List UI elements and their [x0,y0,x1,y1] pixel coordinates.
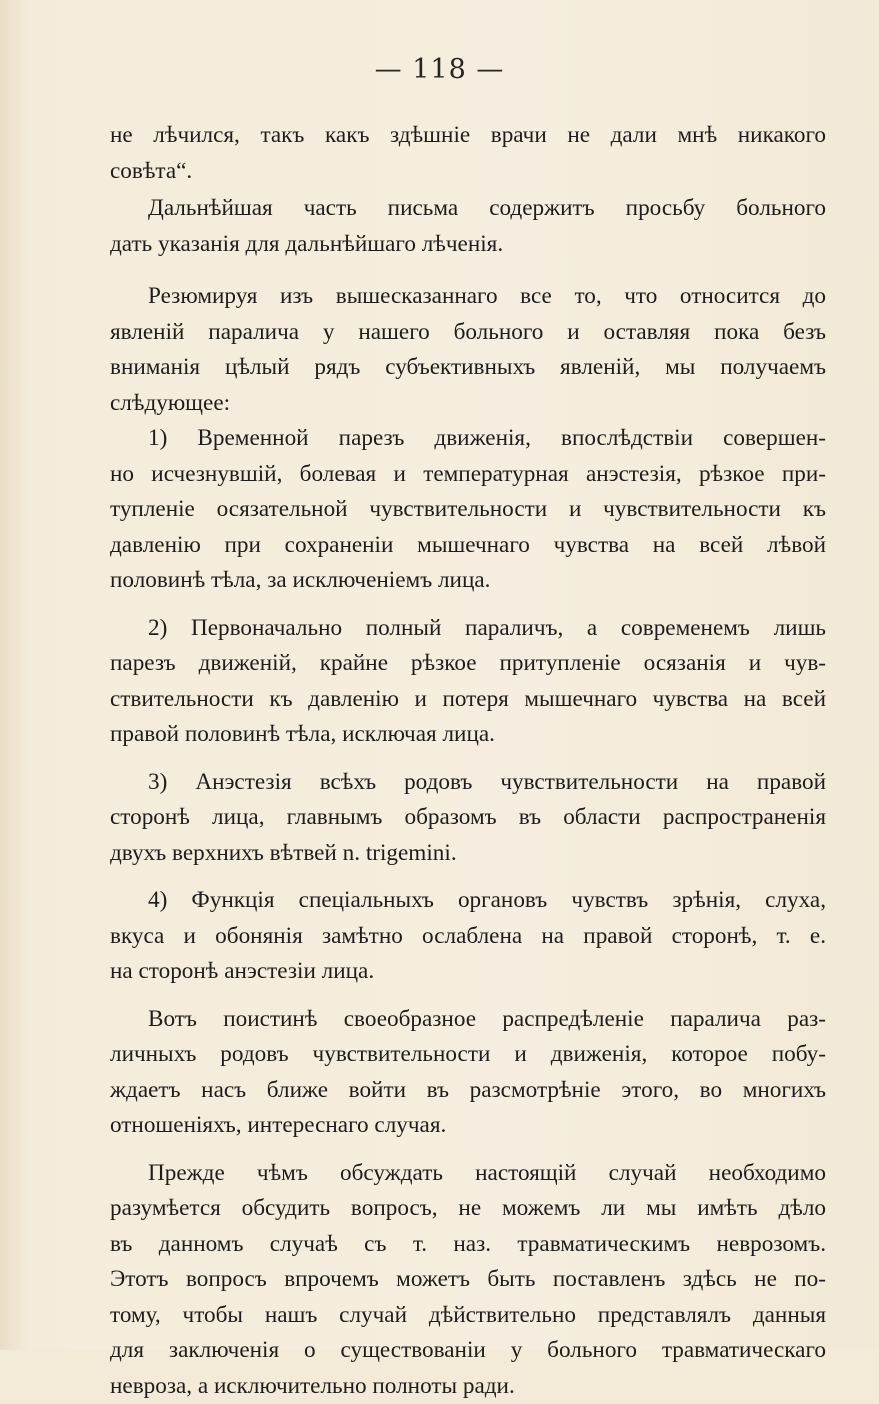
text-line: вкуса и обонянія замѣтно ослаблена на правой сторонѣ, т. е. [110,919,826,955]
text-line: не лѣчился, такъ какъ здѣшніе врачи не дали мнѣ никакого [110,118,826,154]
text-line: невроза, а исключительно полноты ради. [110,1369,826,1404]
text-line: разумѣется обсудить вопросъ, не можемъ ли мы имѣть дѣло [110,1191,826,1227]
text-line: 3) Анэстезія всѣхъ родовъ чувствительности на правой [110,765,826,801]
text-line: совѣта“. [110,154,826,190]
text-line: парезъ движеній, крайне рѣзкое притупленіе осязанія и чув- [110,646,826,682]
text-line: личныхъ родовъ чувствительности и движенія, которое побу- [110,1037,826,1073]
text-line: для заключенія о существованіи у больного травматическаго [110,1333,826,1369]
text-line: Дальнѣйшая часть письма содержитъ просьбу больного [110,191,826,227]
text-line: тому, чтобы нашъ случай дѣйствительно представлялъ данныя [110,1298,826,1334]
text-line: но исчезнувшій, болевая и температурная анэстезія, рѣзкое при- [110,457,826,493]
text-line: правой половинѣ тѣла, исключая лица. [110,717,826,753]
text-line: 1) Временной парезъ движенія, впослѣдствіи совершен- [110,421,826,457]
text-line: слѣдующее: [110,386,826,422]
text-line: дать указанія для дальнѣйшаго лѣченія. [110,227,826,263]
text-line: вниманія цѣлый рядъ субъективныхъ явленій, мы получаемъ [110,350,826,386]
text-line: въ данномъ случаѣ съ т. наз. травматическимъ неврозомъ. [110,1227,826,1263]
text-line: отношеніяхъ, интереснаго случая. [110,1108,826,1144]
text-line: явленій паралича у нашего больного и оставляя пока безъ [110,315,826,351]
text-line: тупленіе осязательной чувствительности и чувствительности къ [110,492,826,528]
text-line: двухъ верхнихъ вѣтвей n. trigemini. [110,836,826,872]
text-line: 2) Первоначально полный параличъ, а современемъ лишь [110,611,826,647]
text-line: ждаетъ насъ ближе войти въ разсмотрѣніе этого, во многихъ [110,1073,826,1109]
body-text [110,118,826,1404]
text-line: Прежде чѣмъ обсуждать настоящій случай необходимо [110,1156,826,1192]
text-line: ствительности къ давленію и потеря мышечнаго чувства на всей [110,682,826,718]
text-line: Этотъ вопросъ впрочемъ можетъ быть поставленъ здѣсь не по- [110,1262,826,1298]
text-line: сторонѣ лица, главнымъ образомъ въ области распространенія [110,800,826,836]
text-line: 4) Функція спеціальныхъ органовъ чувствъ зрѣнія, слуха, [110,883,826,919]
text-line: половинѣ тѣла, за исключеніемъ лица. [110,563,826,599]
text-line: Резюмируя изъ вышесказаннаго все то, что относится до [110,279,826,315]
text-line: на сторонѣ анэстезіи лица. [110,954,826,990]
text-line: Вотъ поистинѣ своеобразное распредѣленіе паралича раз- [110,1002,826,1038]
page-number: — 118 — [0,54,879,85]
text-line: давленію при сохраненіи мышечнаго чувства на всей лѣвой [110,528,826,564]
